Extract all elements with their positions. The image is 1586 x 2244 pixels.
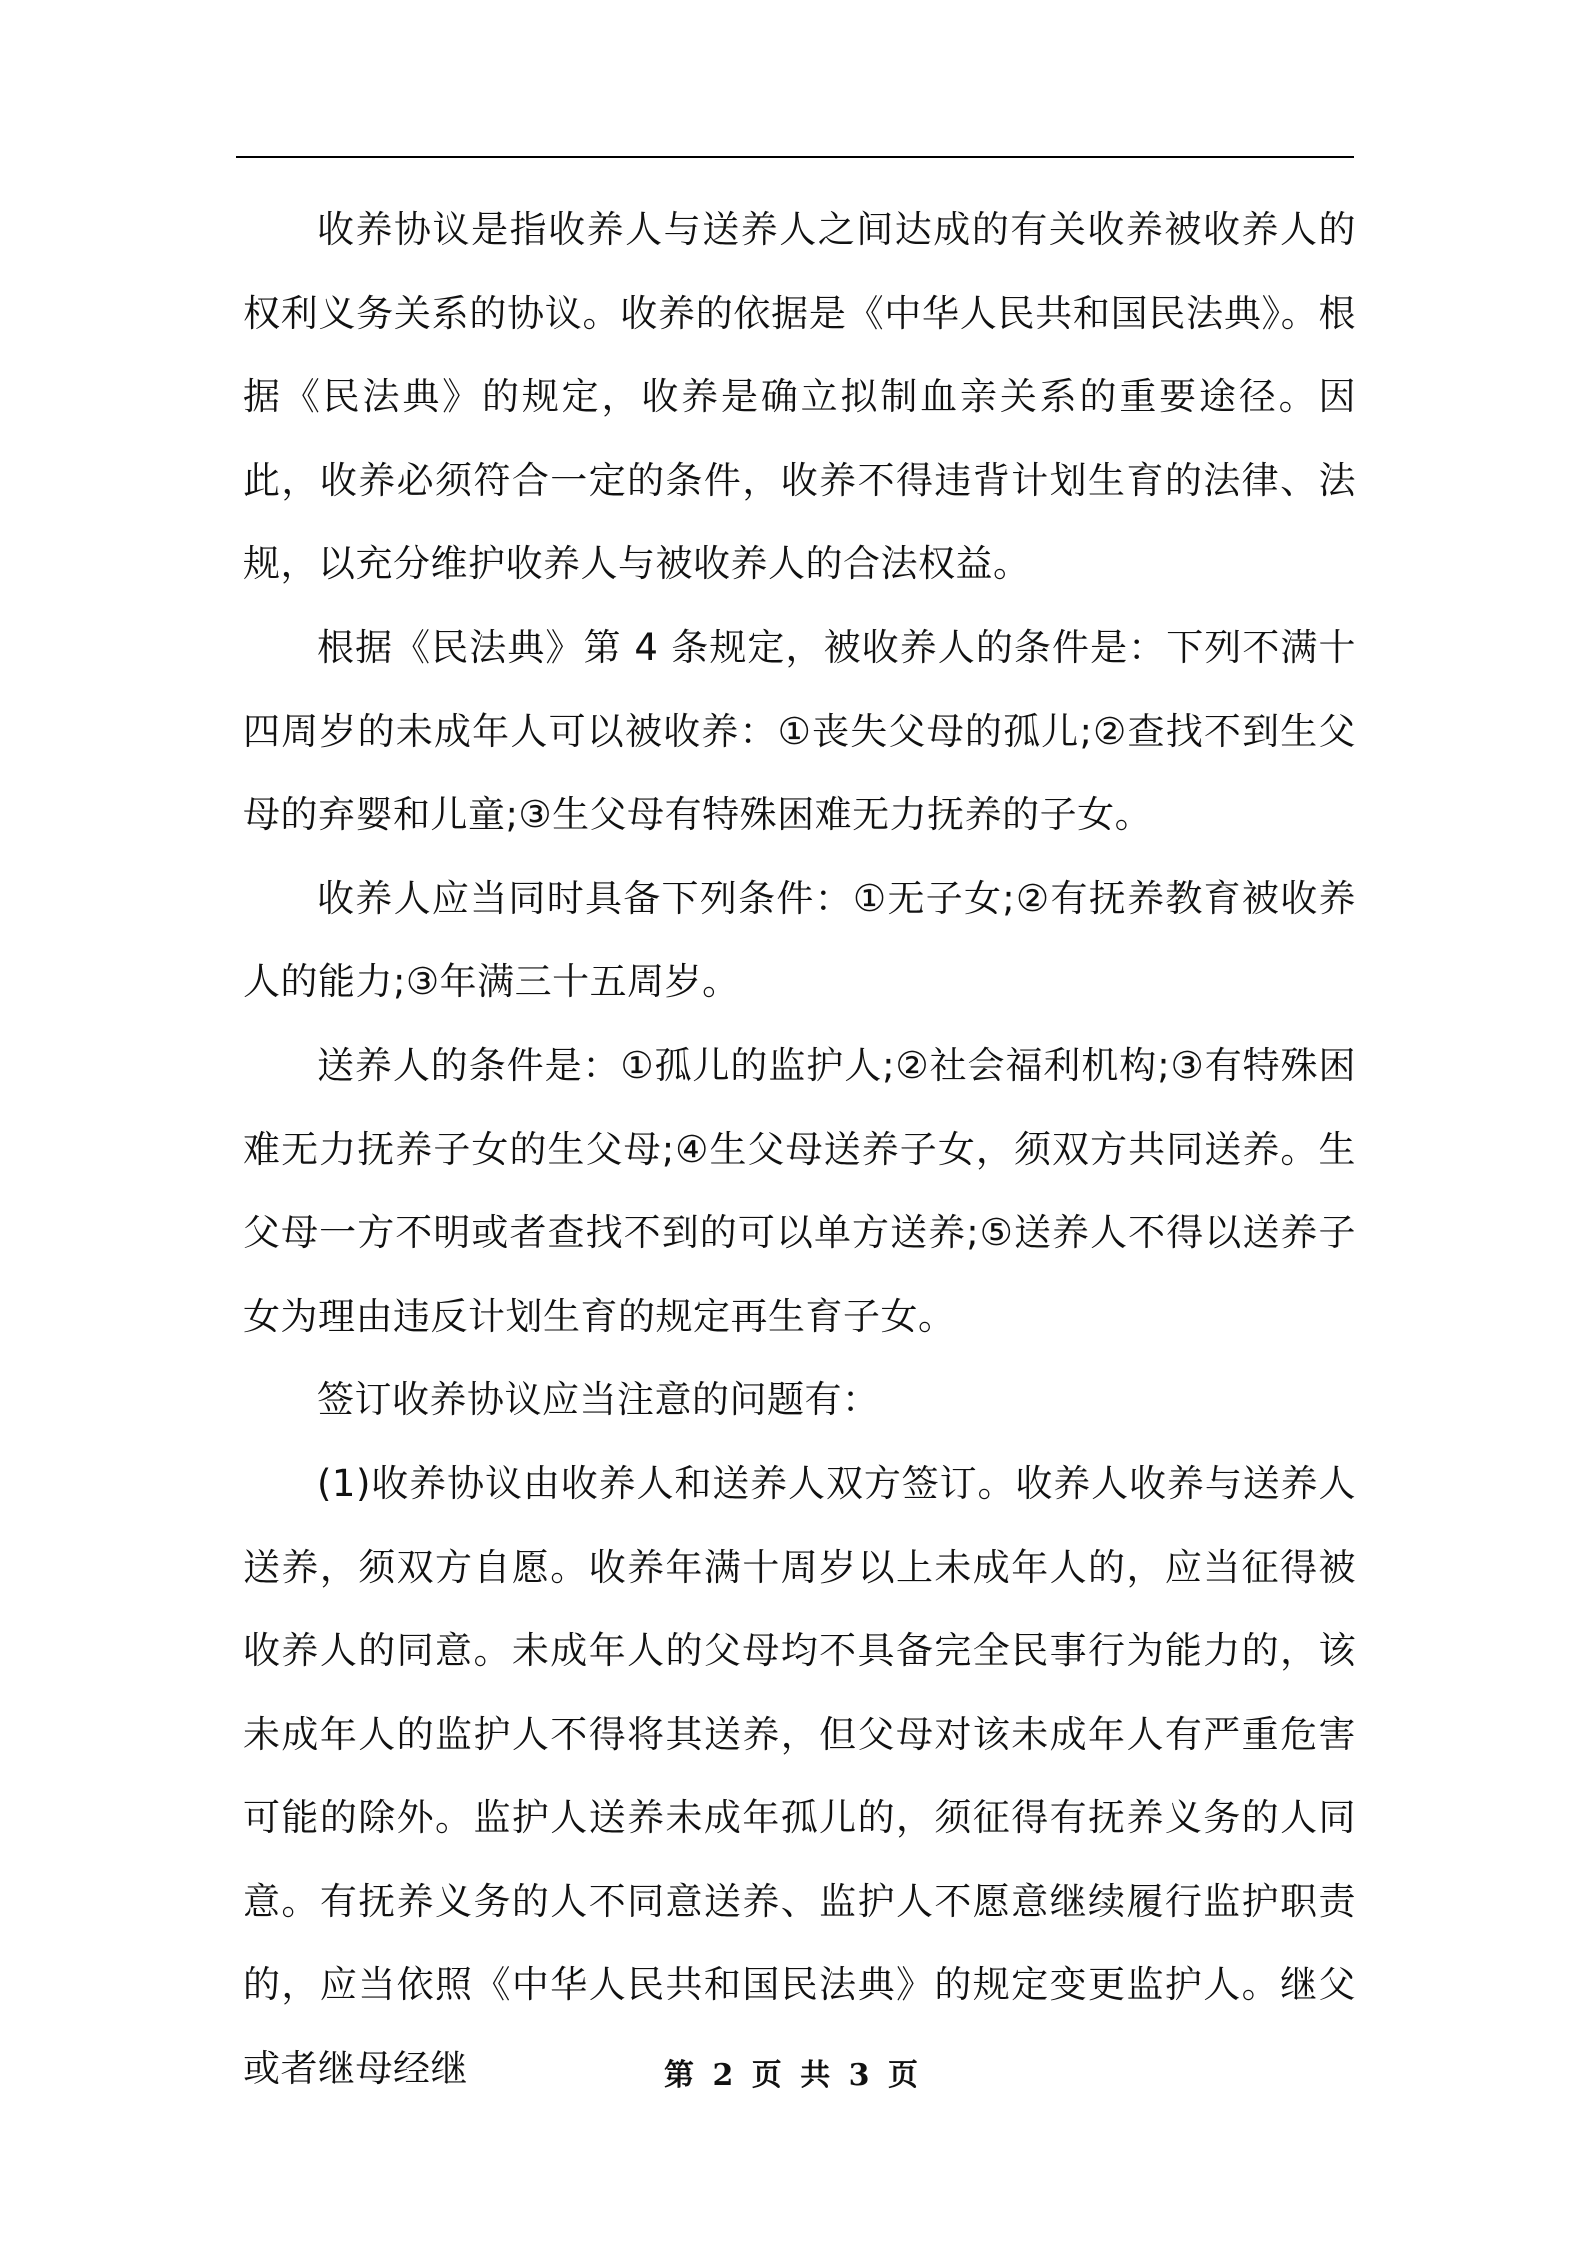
- page-number: 第 2 页 共 3 页: [664, 2058, 922, 2093]
- paragraph: 送养人的条件是：①孤儿的监护人;②社会福利机构;③有特殊困难无力抚养子女的生父母;④生父母送养子女，须双方共同送养。生父母一方不明或者查找不到的可以单方送养;⑤送养人不得以送养子女为理由违反计划生育的规定再生育子女。: [243, 1043, 1356, 1338]
- paragraph: 收养人应当同时具备下列条件：①无子女;②有抚养教育被收养人的能力;③年满三十五周岁。: [243, 876, 1356, 1004]
- header-rule: [236, 156, 1354, 158]
- paragraph: 根据《民法典》第 4 条规定，被收养人的条件是：下列不满十四周岁的未成年人可以被收养：①丧失父母的孤儿;②查找不到生父母的弃婴和儿童;③生父母有特殊困难无力抚养的子女。: [243, 625, 1356, 837]
- document-body: [243, 188, 1356, 2111]
- paragraph: 收养协议是指收养人与送养人之间达成的有关收养被收养人的权利义务关系的协议。收养的依据是《中华人民共和国民法典》。根据《民法典》的规定，收养是确立拟制血亲关系的重要途径。因此，收养必须符合一定的条件，收养不得违背计划生育的法律、法规，以充分维护收养人与被收养人的合法权益。: [243, 208, 1356, 586]
- paragraph: (1)收养协议由收养人和送养人双方签订。收养人收养与送养人送养，须双方自愿。收养年满十周岁以上未成年人的，应当征得被收养人的同意。未成年人的父母均不具备完全民事行为能力的，该未成年人的监护人不得将其送养，但父母对该未成年人有严重危害可能的除外。监护人送养未成年孤儿的，须征得有抚养义务的人同意。有抚养义务的人不同意送养、监护人不愿意继续履行监护职责的，应当依照《中华人民共和国民法典》的规定变更监护人。继父或者继母经继: [243, 1461, 1356, 2091]
- paragraph: 签订收养协议应当注意的问题有：: [317, 1378, 880, 1422]
